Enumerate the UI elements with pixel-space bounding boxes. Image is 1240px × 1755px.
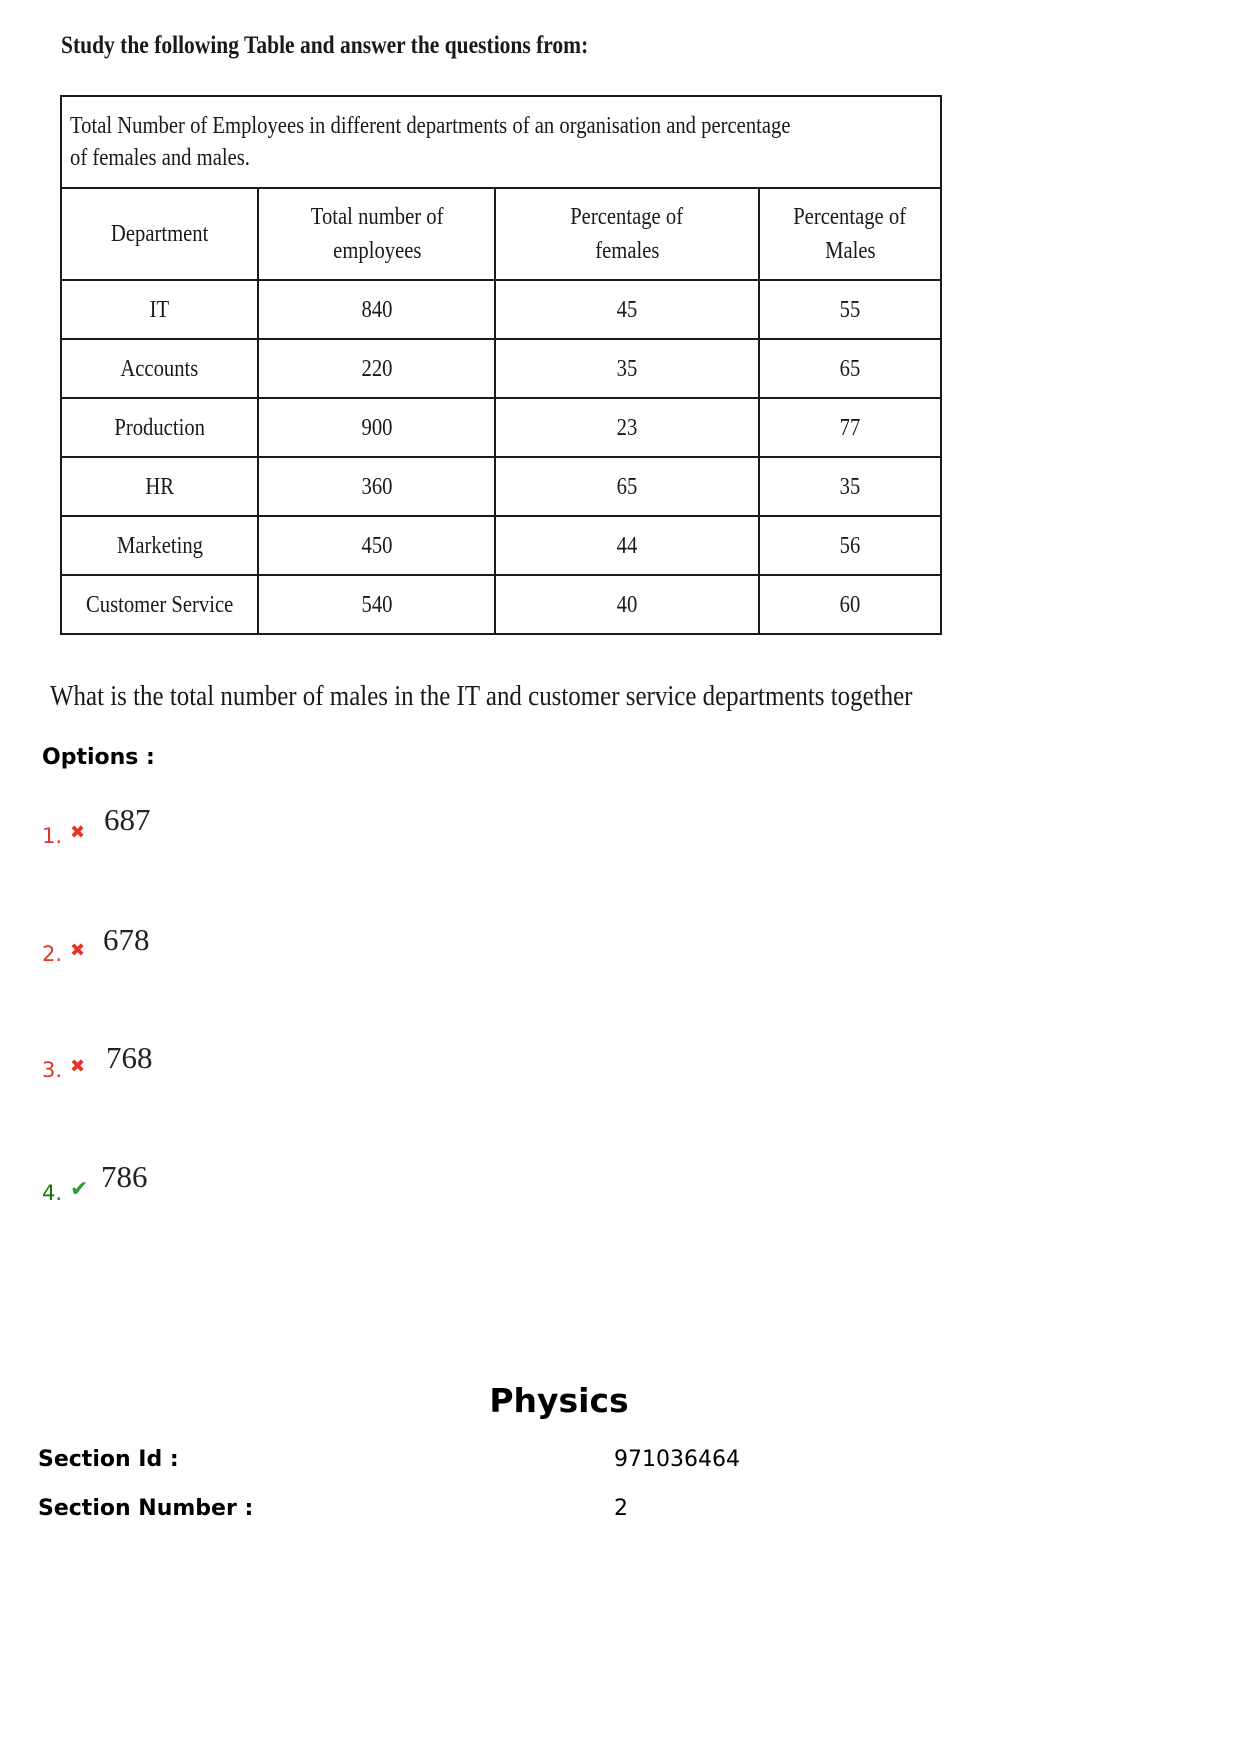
cell-total: 360 bbox=[258, 457, 495, 516]
cell-total: 450 bbox=[258, 516, 495, 575]
section-number-value: 2 bbox=[614, 1496, 628, 1521]
table-row bbox=[61, 457, 941, 516]
section-number-label: Section Number : bbox=[38, 1496, 254, 1521]
cell-male: 56 bbox=[759, 516, 941, 575]
cell-male: 77 bbox=[759, 398, 941, 457]
cell-department: HR bbox=[61, 457, 258, 516]
cell-total: 840 bbox=[258, 280, 495, 339]
cell-male: 55 bbox=[759, 280, 941, 339]
section-title: Physics bbox=[489, 1381, 629, 1420]
cell-total: 900 bbox=[258, 398, 495, 457]
cell-total: 540 bbox=[258, 575, 495, 634]
cross-icon: ✖ bbox=[70, 940, 86, 961]
check-icon: ✔ bbox=[70, 1177, 89, 1202]
question-text: What is the total number of males in the IT and customer service departments together bbox=[50, 680, 913, 712]
cell-female: 35 bbox=[495, 339, 758, 398]
cell-female: 44 bbox=[495, 516, 758, 575]
employee-table bbox=[60, 95, 942, 635]
cross-icon: ✖ bbox=[70, 1056, 86, 1077]
option-number: 2. bbox=[42, 942, 63, 966]
table-header-row bbox=[61, 188, 941, 280]
option-value: 768 bbox=[106, 1040, 153, 1075]
cell-department: IT bbox=[61, 280, 258, 339]
table-caption: Total Number of Employees in different departments of an organisation and percentage of females and males. bbox=[61, 96, 941, 188]
table-row bbox=[61, 339, 941, 398]
header-department: Department bbox=[61, 188, 258, 280]
table-caption-row bbox=[61, 96, 941, 188]
cell-male: 35 bbox=[759, 457, 941, 516]
cell-department: Accounts bbox=[61, 339, 258, 398]
cell-total: 220 bbox=[258, 339, 495, 398]
header-percentage-males: Percentage of Males bbox=[759, 188, 941, 280]
cell-male: 65 bbox=[759, 339, 941, 398]
header-percentage-females: Percentage of females bbox=[495, 188, 758, 280]
cell-department: Customer Service bbox=[61, 575, 258, 634]
option-number: 3. bbox=[42, 1058, 63, 1082]
cell-male: 60 bbox=[759, 575, 941, 634]
section-id-value: 971036464 bbox=[614, 1447, 740, 1472]
option-value: 678 bbox=[103, 922, 150, 957]
table-row bbox=[61, 280, 941, 339]
cross-icon: ✖ bbox=[70, 822, 86, 843]
table-row bbox=[61, 398, 941, 457]
cell-female: 23 bbox=[495, 398, 758, 457]
cell-female: 40 bbox=[495, 575, 758, 634]
option-value: 786 bbox=[101, 1159, 148, 1194]
table-row bbox=[61, 575, 941, 634]
section-id-label: Section Id : bbox=[38, 1447, 179, 1472]
option-number: 4. bbox=[42, 1181, 63, 1205]
header-total-employees: Total number of employees bbox=[258, 188, 495, 280]
cell-department: Marketing bbox=[61, 516, 258, 575]
cell-female: 65 bbox=[495, 457, 758, 516]
option-value: 687 bbox=[104, 802, 151, 837]
cell-department: Production bbox=[61, 398, 258, 457]
options-label: Options : bbox=[42, 745, 155, 770]
instruction-text: Study the following Table and answer the questions from: bbox=[61, 32, 589, 59]
cell-female: 45 bbox=[495, 280, 758, 339]
table-row bbox=[61, 516, 941, 575]
option-number: 1. bbox=[42, 824, 63, 848]
